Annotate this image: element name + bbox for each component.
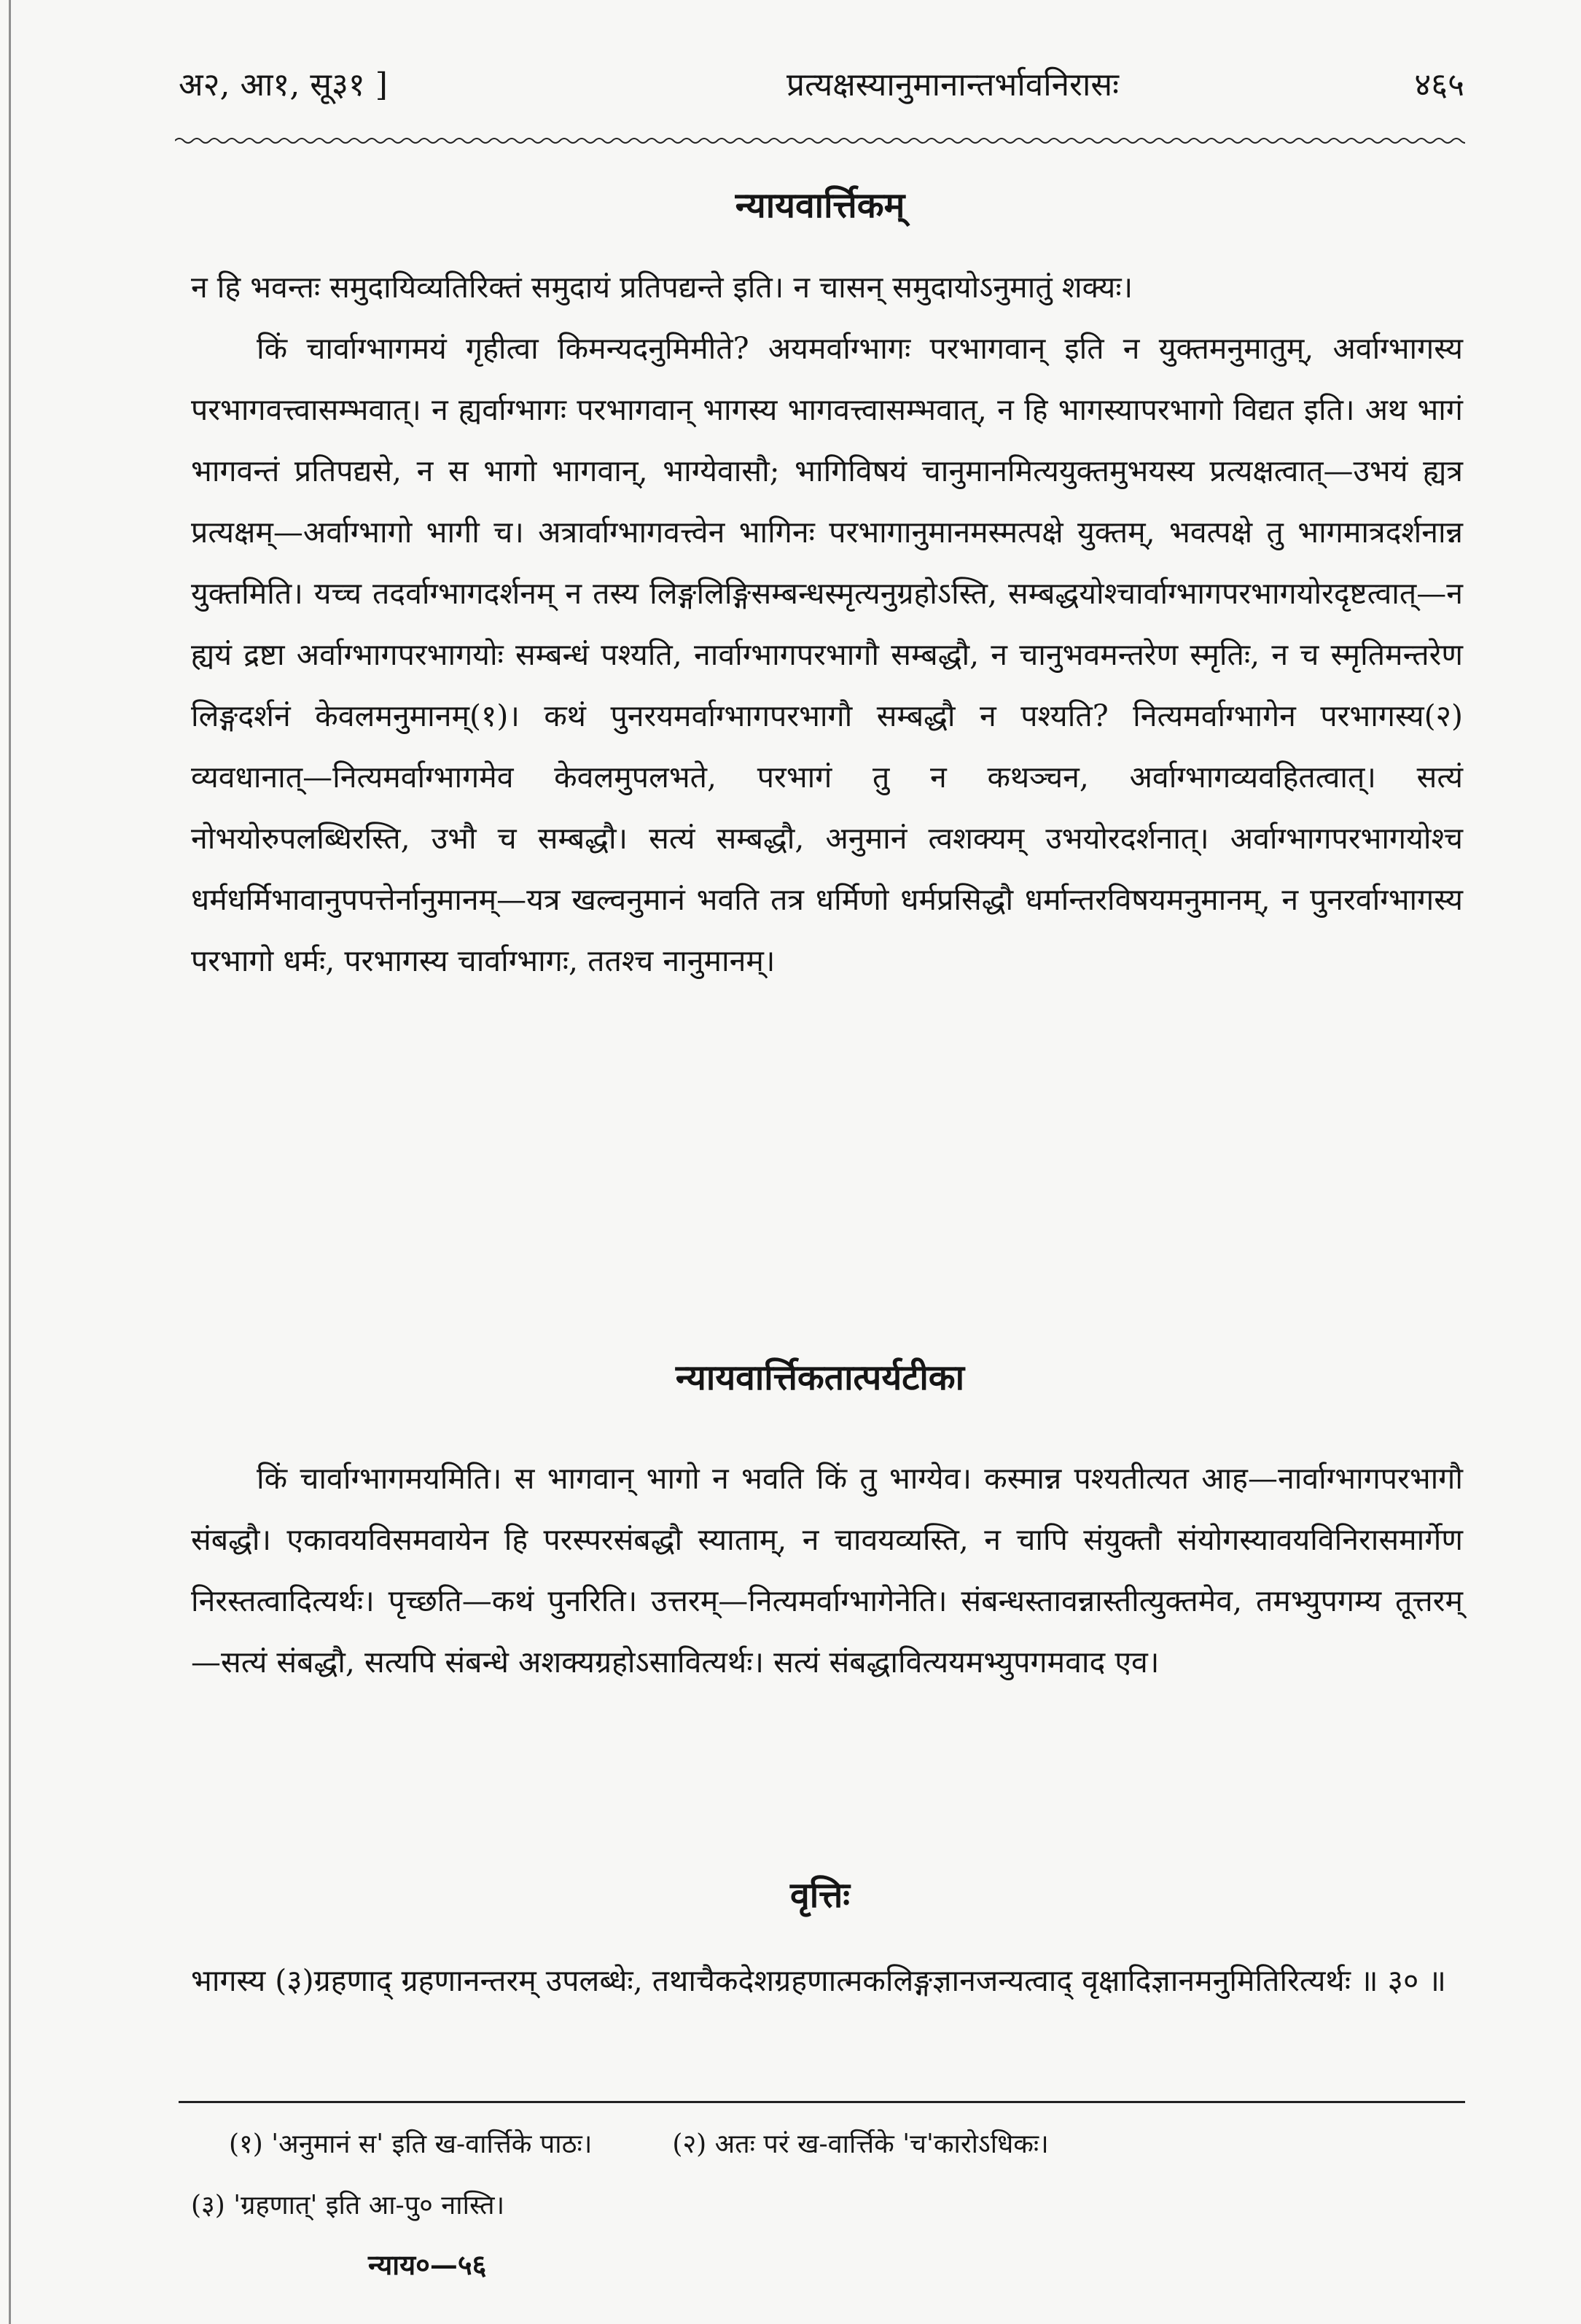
paragraph: किं चार्वाग्भागमयमिति। स भागवान् भागो न भवति किं तु भाग्येव। कस्मान्न पश्यतीत्यत आह—नार्वाग्भागपरभागौ संबद्धौ। एकावयविसमवायेन हि परस्परसंबद्धौ स्याताम्, न चावयव्यस्ति, न चापि संयुक्तौ संयोगस्यावयविनिरासमार्गेण निरस्तत्वादित्यर्थः। पृच्छति—कथं पुनरिति। उत्तरम्—नित्यमर्वाग्भागेनेति। संबन्धस्तावन्नास्तीत्युक्तमेव, तमभ्युपगम्य तूत्तरम्—सत्यं संबद्धौ, सत्यपि संबन्धे अशक्यग्रहोऽसावित्यर्थः। सत्यं संबद्धावित्ययमभ्युपगमवाद एव।	[191, 1461, 1463, 1680]
nyayavarttika-text	[191, 257, 1463, 991]
footnote-1: (१) 'अनुमानं स' इति ख-वार्त्तिके पाठः।	[229, 2129, 593, 2159]
section-title-vritti: वृत्तिः	[790, 1875, 850, 1916]
paragraph: न हि भवन्तः समुदायिव्यतिरिक्तं समुदायं प्रतिपद्यन्ते इति। न चासन् समुदायोऽनुमातुं शक्यः।	[191, 270, 1133, 305]
running-header	[179, 61, 1464, 105]
page-edge	[9, 0, 11, 2324]
footnote-3: (३) 'ग्रहणात्' इति आ-पु० नास्ति।	[191, 2191, 505, 2220]
signature-mark: न्याय०—५६	[368, 2248, 487, 2281]
footnote-rule	[179, 2101, 1465, 2103]
header-wavy-rule	[175, 136, 1465, 146]
section-title-nyayavarttika: न्यायवार्त्तिकम्	[735, 185, 905, 226]
section-title-tatparyatika: न्यायवार्त्तिकतात्पर्यटीका	[675, 1357, 965, 1398]
paragraph: किं चार्वाग्भागमयं गृहीत्वा किमन्यदनुमिमीते? अयमर्वाग्भागः परभागवान् इति न युक्तमनुमातुम्, अर्वाग्भागस्य परभागवत्त्वासम्भवात्। न ह्यर्वाग्भागः परभागवान् भागस्य भागवत्त्वासम्भवात्, न हि भागस्यापरभागो विद्यत इति। अथ भागं भागवन्तं प्रतिपद्यसे, न स भागो भागवान्, भाग्येवासौ; भागिविषयं चानुमानमित्ययुक्तमुभयस्य प्रत्यक्षत्वात्—उभयं ह्यत्र प्रत्यक्षम्—अर्वाग्भागो भागी च। अत्रार्वाग्भागवत्त्वेन भागिनः परभागानुमानमस्मत्पक्षे युक्तम्, भवत्पक्षे तु भागमात्रदर्शनान्न युक्तमिति। यच्च तदर्वाग्भागदर्शनम् न तस्य लिङ्गलिङ्गिसम्बन्धस्मृत्यनुग्रहोऽस्ति, सम्बद्धयोश्चार्वाग्भागपरभागयोरदृष्टत्वात्—न ह्ययं द्रष्टा अर्वाग्भागपरभागयोः सम्बन्धं पश्यति, नार्वाग्भागपरभागौ सम्बद्धौ, न चानुभवमन्तरेण स्मृतिः, न च स्मृतिमन्तरेण लिङ्गदर्शनं केवलमनुमानम्(१)। कथं पुनरयमर्वाग्भागपरभागौ सम्बद्धौ न पश्यति? नित्यमर्वाग्भागेन परभागस्य(२) व्यवधानात्—नित्यमर्वाग्भागमेव केवलमुपलभते, परभागं तु न कथञ्चन, अर्वाग्भागव्यवहितत्वात्। सत्यं नोभयोरुपलब्धिरस्ति, उभौ च सम्बद्धौ। सत्यं सम्बद्धौ, अनुमानं त्वशक्यम् उभयोरदर्शनात्। अर्वाग्भागपरभागयोश्च धर्मधर्मिभावानुपपत्तेर्नानुमानम्—यत्र खल्वनुमानं भवति तत्र धर्मिणो धर्मप्रसिद्धौ धर्मान्तरविषयमनुमानम्, न पुनरर्वाग्भागस्य परभागो धर्मः, परभागस्य चार्वाग्भागः, ततश्च नानुमानम्।	[191, 331, 1463, 978]
vritti-text	[191, 1948, 1463, 2013]
footnote-row	[191, 2114, 1463, 2175]
footnotes	[191, 2114, 1463, 2237]
paragraph: भागस्य (३)ग्रहणाद् ग्रहणानन्तरम् उपलब्धेः, तथाचैकदेशग्रहणात्मकलिङ्गज्ञानजन्यत्वाद् वृक्षादिज्ञानमनुमितिरित्यर्थः ॥ ३० ॥	[191, 1963, 1446, 1998]
page-number: ४६५	[1414, 66, 1464, 104]
sutra-reference: अ२, आ१, सू३१ ]	[179, 66, 388, 104]
running-title: प्रत्यक्षस्यानुमानान्तर्भावनिरासः	[786, 66, 1120, 104]
footnote-2: (२) अतः परं ख-वार्त्तिके 'च'कारोऽधिकः।	[672, 2129, 1049, 2159]
tatparyatika-text	[191, 1448, 1463, 1693]
